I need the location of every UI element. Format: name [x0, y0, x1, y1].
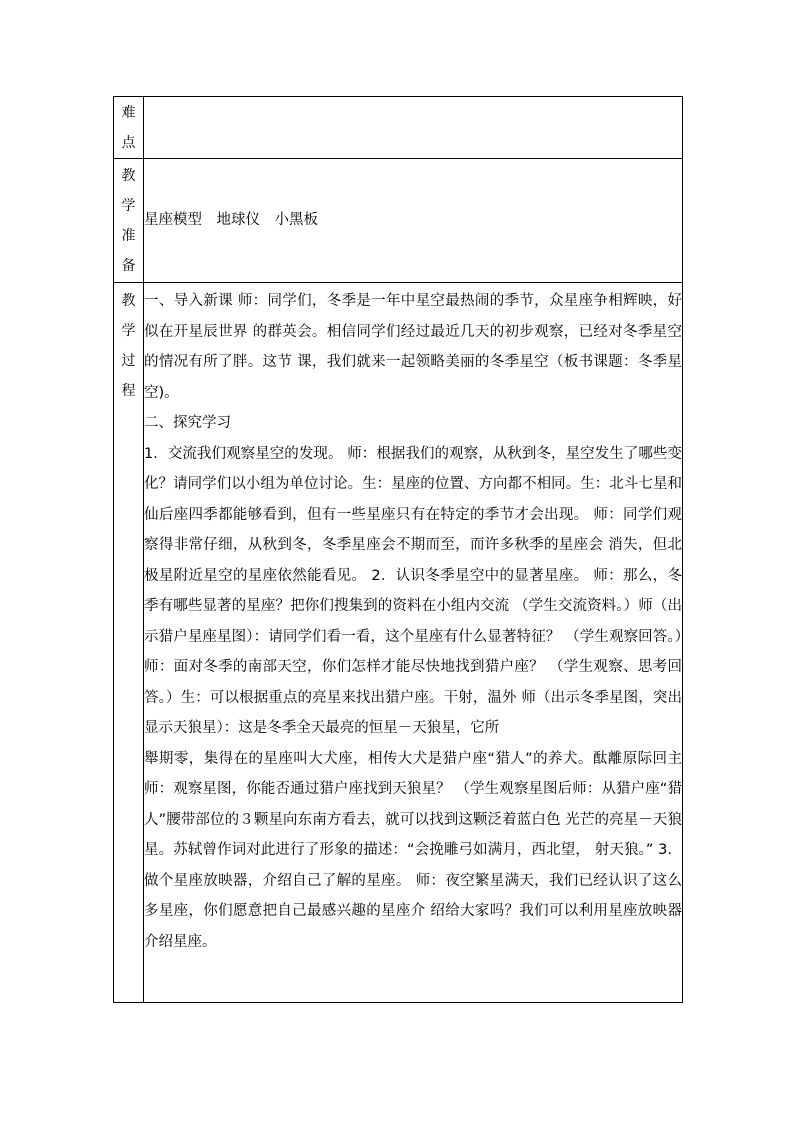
label-char: 准	[121, 227, 136, 244]
table-row-process	[114, 283, 683, 1003]
label-char: 备	[121, 257, 136, 274]
label-char: 学	[121, 197, 136, 214]
label-char: 难	[121, 104, 136, 121]
paragraph-inquiry-steps: 1．交流我们观察星空的发现。 师：根据我们的观察，从秋到冬，星空发生了哪些变化？请同学们以小组为单位讨论。生：星座的位置、方向都不相同。生：北斗七星和仙后座四季都能够看到，但有一些星座只有在特定的季节才会出现。 师：同学们观察得非常仔细，从秋到冬，冬季星座会不期而至，而许多秋季的星座会 消失，但北极星附近星空的星座依然能看见。 2．认识冬季星空中的显著星座。 师：那么，冬季有哪些显著的星座？把你们搜集到的资料在小组内交流 （学生交流资料。）师（出示猎户星座星图）：请同学们看一看，这个星座有什么显著特征？ （学生观察回答。）师：面对冬季的南部天空，你们怎样才能尽快地找到猎户座？ （学生观察、思考回答。）生：可以根据重点的亮星来找出猎户座。干射，温外 师（出示冬季星图，突出显示天狼星）：这是冬季全天最亮的恒星－天狼星，它所	[144, 445, 682, 736]
label-char: 过	[121, 353, 136, 369]
row-content-process	[144, 283, 683, 1003]
label-char: 点	[121, 134, 136, 151]
row-label-preparation	[114, 159, 144, 283]
label-char: 学	[121, 323, 136, 339]
label-char: 程	[121, 383, 136, 399]
table-row-difficulty	[114, 97, 683, 159]
row-content-preparation: 星座模型 地球仪 小黑板	[144, 159, 683, 283]
row-label-difficulty	[114, 97, 144, 159]
paragraph-introduction: 一、导入新课 师：同学们，冬季是一年中星空最热闹的季节，众星座争相辉映，好似在开星辰世界 的群英会。相信同学们经过最近几天的初步观察，已经对冬季星空的情况有所了胖。这节 课，我们就来一起领略美丽的冬季星空（板书课题：冬季星空)。	[144, 293, 682, 401]
row-content-difficulty	[144, 97, 683, 159]
paragraph-heading-inquiry: 二、探究学习	[144, 415, 231, 431]
label-char: 教	[121, 293, 136, 309]
paragraph-sirius: 舉期零，集得在的星座叫大犬座，相传大犬是猎户座“猎人”的养犬。酞離原际回主 师：观察星图，你能否通过猎户座找到天狼星？ （学生观察星图后师：从猎户座“猎人”腰带部位的３颗星向东南方看去，就可以找到这颗泛着蓝白色 光芒的亮星－天狼星。苏轼曾作词对此进行了形象的描述：“会挽雕弓如满月，西北望， 射天狼。” 3．做个星座放映器，介绍自己了解的星座。 师：夜空繁星满天，我们已经认识了这么多星座，你们愿意把自己最感兴趣的星座介 绍给大家吗？我们可以利用星座放映器介绍星座。	[144, 750, 682, 950]
table-row-preparation	[114, 159, 683, 283]
lesson-plan-table	[113, 96, 683, 1003]
row-label-process	[114, 283, 144, 1003]
label-char: 教	[121, 167, 136, 184]
